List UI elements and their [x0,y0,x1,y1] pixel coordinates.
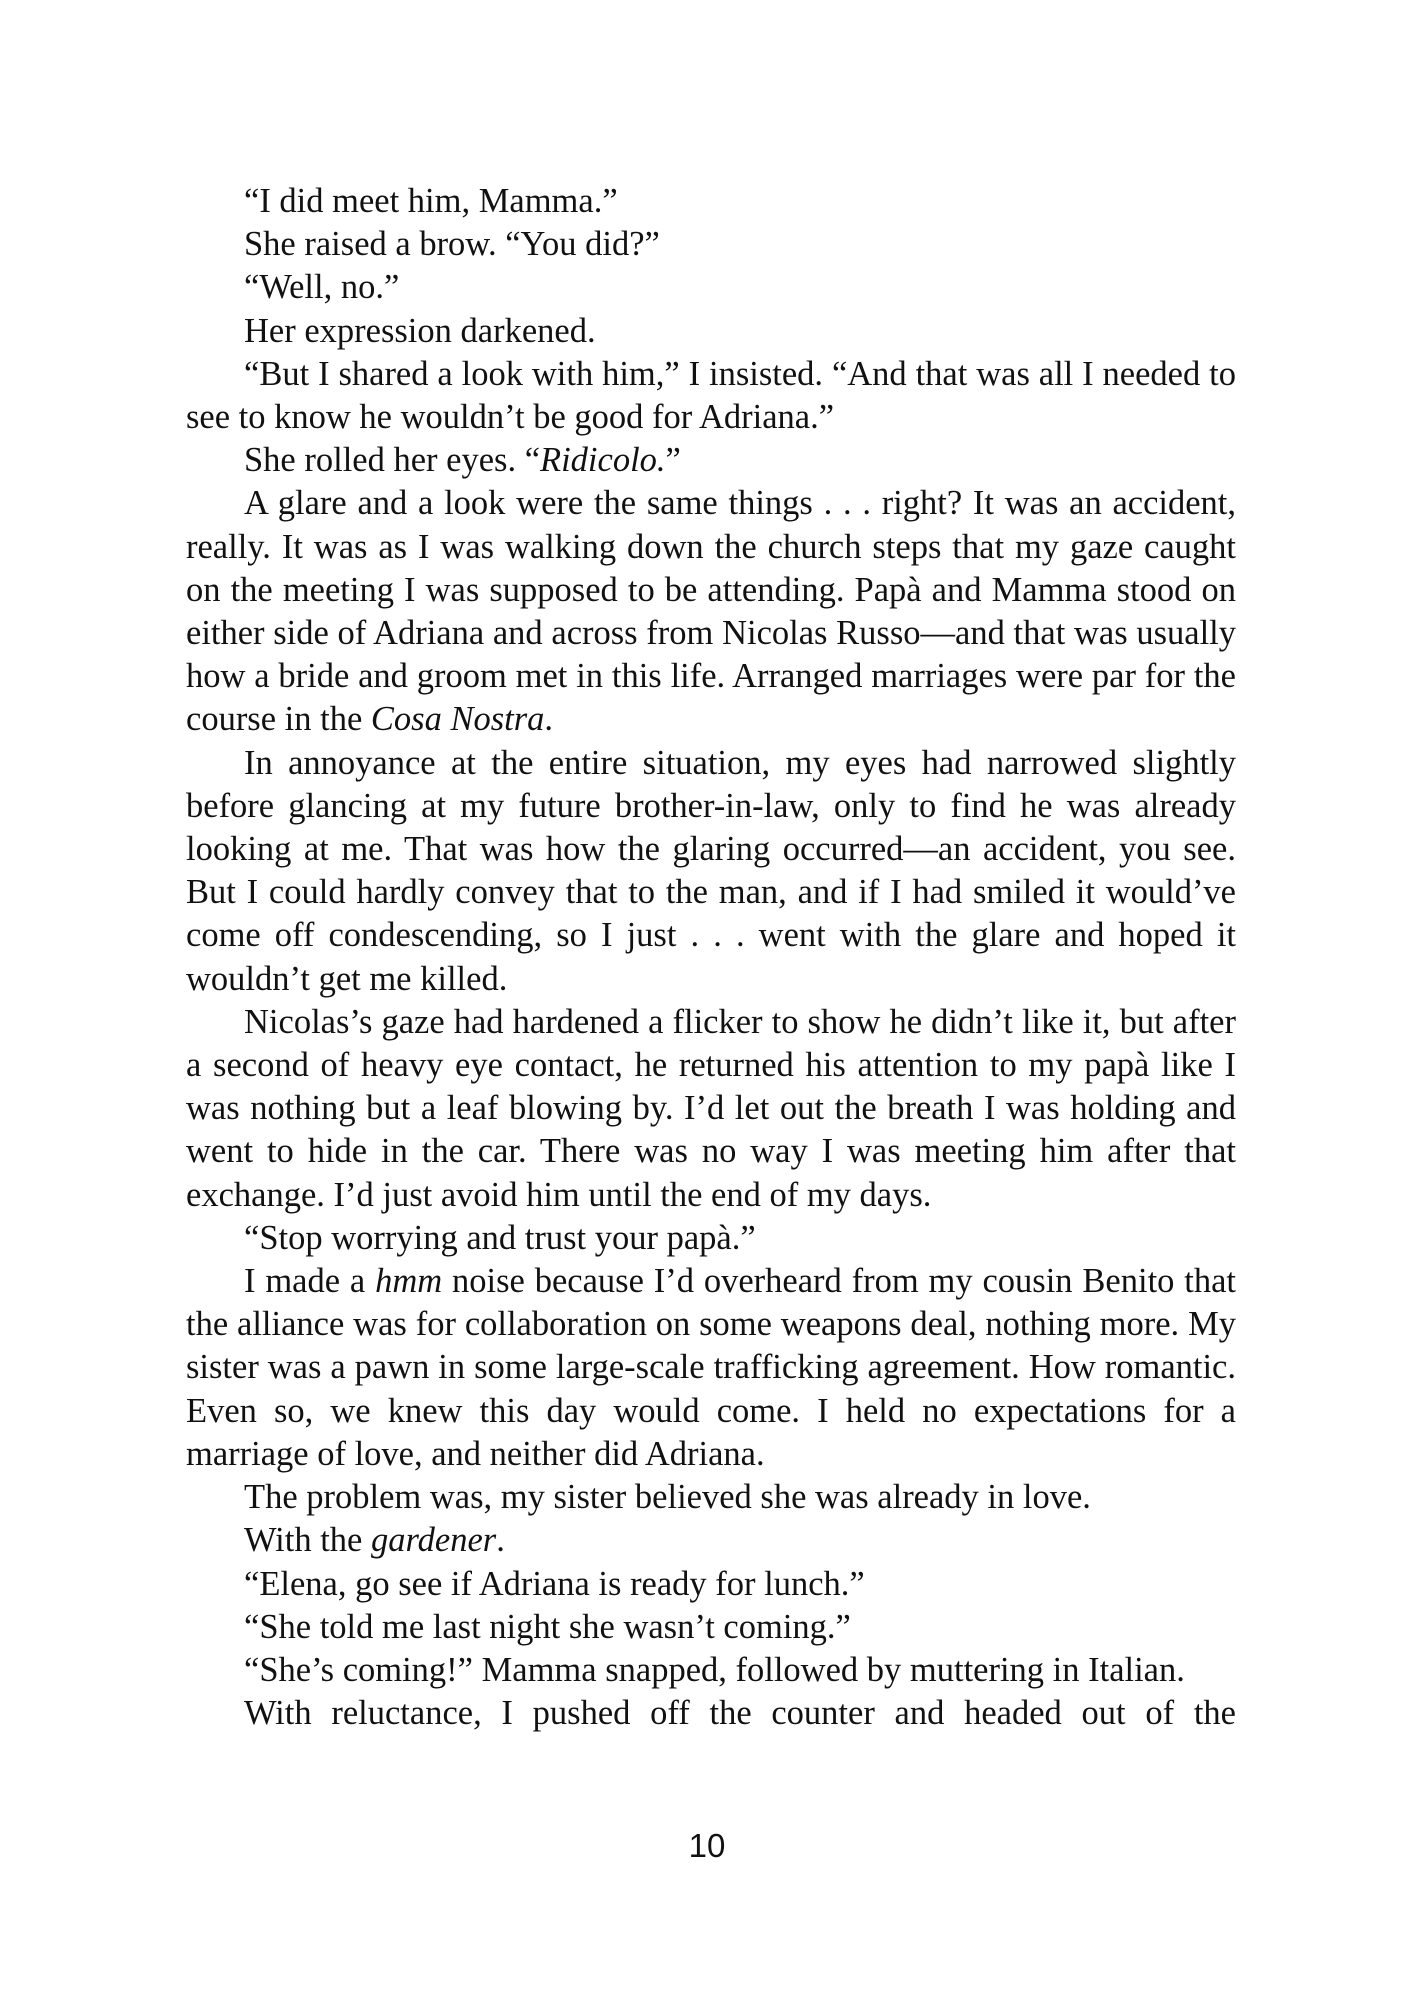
text-run: noise because I’d overheard from my cousin Benito that the alliance was for collaboration on some weapons deal, nothing more. My sister was a pawn in some large-scale trafficking agreement. How romantic. Even so, we knew this day would come. I held no expectations for a marriage of love, and neither did Adriana. [186,1262,1237,1473]
italic-run: hmm [375,1262,443,1301]
text-run: “She’s coming!” Mamma snapped, followed by muttering in Italian. [244,1650,1185,1689]
text-run: With the [244,1521,371,1560]
text-run: With reluctance, I pushed off the counter and headed out of the [244,1694,1236,1733]
italic-run: Ridicolo. [540,441,666,480]
paragraph [186,1260,1236,1476]
paragraph [186,1649,1236,1692]
paragraph [186,1217,1236,1260]
paragraph [186,1606,1236,1649]
text-run: “Stop worrying and trust your papà.” [244,1218,756,1257]
text-run: “Well, no.” [244,268,400,307]
text-run: I made a [244,1262,376,1301]
text-run: The problem was, my sister believed she was already in love. [244,1478,1091,1517]
italic-run: Cosa Nostra [370,700,545,739]
text-run: . [496,1521,505,1560]
paragraph [186,266,1236,309]
paragraph [186,1563,1236,1606]
text-run: ” [665,441,681,480]
page-body [186,180,1236,1735]
paragraph [186,180,1236,223]
paragraph [186,439,1236,482]
text-run: “Elena, go see if Adriana is ready for lunch.” [244,1564,865,1603]
paragraph [186,1519,1236,1562]
text-run: . [544,700,554,739]
paragraph [186,1476,1236,1519]
paragraph [186,1001,1236,1217]
paragraph [186,1692,1236,1735]
text-run: She rolled her eyes. “ [244,441,541,480]
text-run: She raised a brow. “You did?” [244,225,660,264]
paragraph [186,482,1236,741]
page-number: 10 [688,1827,726,1864]
text-run: A glare and a look were the same things . . . right? It was an accident, really. It was as I was walking down the church steps that my gaze caught on the meeting I was supposed to be attending. Papà and Mamma stood on either side of Adriana and across from Nicolas Russo—and that was usually how a bride and groom met in this life. Arranged marriages were par for the course in the [186,484,1236,739]
text-run: Nicolas’s gaze had hardened a flicker to show he didn’t like it, but after a second of heavy eye contact, he returned his attention to my papà like I was nothing but a leaf blowing by. I’d let out the breath I was holding and went to hide in the car. There was no way I was meeting him after that exchange. I’d just avoid him until the end of my days. [186,1002,1236,1214]
paragraph [186,353,1236,439]
text-run: In annoyance at the entire situation, my eyes had narrowed slightly before glancing at my future brother-in-law, only to find he was already looking at me. That was how the glaring occurred—an accident, you see. But I could hardly convey that to the man, and if I had smiled it would’ve come off condescending, so I just . . . went with the glare and hoped it wouldn’t get me killed. [186,743,1236,998]
text-run: “She told me last night she wasn’t coming.” [244,1607,851,1646]
italic-run: gardener [371,1521,497,1560]
text-run: Her expression darkened. [244,311,596,350]
paragraph [186,742,1236,1001]
text-run: “I did meet him, Mamma.” [244,182,618,220]
paragraph [186,223,1236,266]
text-run: “But I shared a look with him,” I insisted. “And that was all I needed to see to know he wouldn’t be good for Adriana.” [186,354,1236,437]
paragraph [186,310,1236,353]
